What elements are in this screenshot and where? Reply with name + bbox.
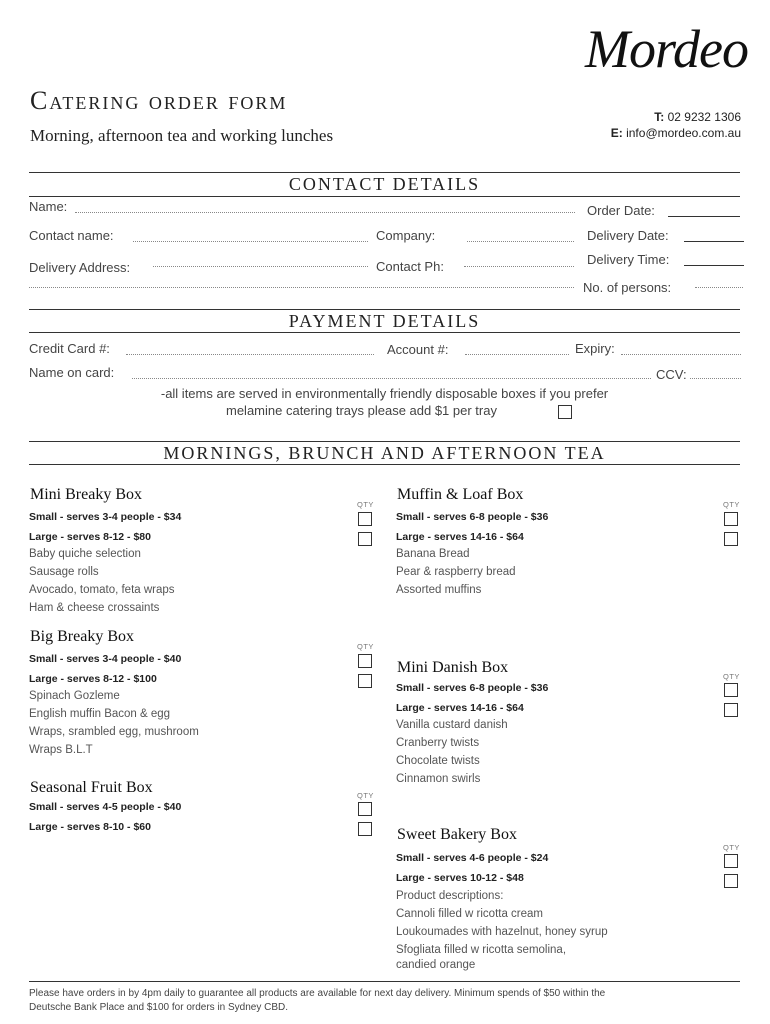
list-item: Banana Bread	[396, 548, 470, 560]
list-item: Pear & raspberry bread	[396, 566, 516, 578]
list-item: Product descriptions:	[396, 890, 504, 902]
brand-logo: Mordeo	[585, 19, 748, 79]
phone-line	[654, 110, 741, 124]
qty-label: QTY	[723, 672, 740, 681]
page-title: Catering order form	[30, 86, 288, 115]
list-item: Chocolate twists	[396, 755, 480, 767]
divider	[29, 441, 740, 442]
footer-line1: Please have orders in by 4pm daily to guarantee all products are available for next day delivery. Minimum spends of $50 within the	[29, 988, 606, 999]
mini-danish-large-qty[interactable]	[724, 703, 738, 717]
big-breaky-large-qty[interactable]	[358, 674, 372, 688]
qty-label: QTY	[357, 500, 374, 509]
persons-field[interactable]	[695, 287, 743, 288]
delivery-date-label: Delivery Date:	[587, 228, 669, 243]
contact-section-title: CONTACT DETAILS	[288, 174, 481, 194]
account-field[interactable]	[465, 354, 569, 355]
delivery-time-field[interactable]	[684, 265, 744, 266]
mini-breaky-small: Small - serves 3-4 people - $34	[29, 511, 182, 523]
muffin-loaf-large-qty[interactable]	[724, 532, 738, 546]
delivery-address-field[interactable]	[153, 266, 368, 267]
mini-breaky-title: Mini Breaky Box	[30, 486, 142, 503]
mini-breaky-small-qty[interactable]	[358, 512, 372, 526]
delivery-address-field-2[interactable]	[29, 287, 574, 288]
list-item: candied orange	[396, 959, 476, 971]
list-item: Sfogliata filled w ricotta semolina,	[396, 944, 567, 956]
footer-line2: Deutsche Bank Place and $100 for orders in Sydney CBD.	[29, 1002, 289, 1013]
email-label: E:	[610, 126, 623, 140]
mini-breaky-large: Large - serves 8-12 - $80	[29, 531, 151, 543]
big-breaky-small-qty[interactable]	[358, 654, 372, 668]
divider	[29, 981, 740, 982]
contact-name-field[interactable]	[133, 241, 368, 242]
page-subtitle: Morning, afternoon tea and working lunches	[30, 126, 334, 145]
payment-section-title: PAYMENT DETAILS	[288, 311, 481, 331]
muffin-loaf-title: Muffin & Loaf Box	[397, 486, 524, 503]
list-item: Avocado, tomato, feta wraps	[29, 584, 175, 596]
email-address: info@mordeo.com.au	[626, 126, 741, 140]
order-date-label: Order Date:	[587, 203, 655, 218]
list-item: Baby quiche selection	[29, 548, 141, 560]
name-label: Name:	[29, 199, 68, 214]
ccv-label: CCV:	[656, 367, 687, 382]
tray-checkbox[interactable]	[558, 405, 572, 419]
delivery-date-field[interactable]	[684, 241, 744, 242]
persons-label: No. of persons:	[583, 280, 672, 295]
list-item: English muffin Bacon & egg	[29, 708, 171, 720]
email-line	[611, 126, 741, 140]
big-breaky-large: Large - serves 8-12 - $100	[29, 673, 157, 685]
mini-breaky-large-qty[interactable]	[358, 532, 372, 546]
list-item: Vanilla custard danish	[396, 719, 508, 731]
delivery-time-label: Delivery Time:	[587, 252, 670, 267]
delivery-address-label: Delivery Address:	[29, 260, 131, 275]
card-label: Credit Card #:	[29, 341, 110, 356]
order-date-field[interactable]	[668, 216, 740, 217]
big-breaky-small: Small - serves 3-4 people - $40	[29, 653, 182, 665]
divider	[29, 332, 740, 333]
name-on-card-label: Name on card:	[29, 365, 115, 380]
list-item: Wraps B.L.T	[29, 744, 93, 756]
ccv-field[interactable]	[690, 378, 741, 379]
phone-number: 02 9232 1306	[667, 110, 741, 124]
tray-note-line1: -all items are served in environmentally friendly disposable boxes if you prefer	[160, 386, 609, 401]
company-label: Company:	[376, 228, 436, 243]
list-item: Cinnamon swirls	[396, 773, 481, 785]
seasonal-fruit-large: Large - serves 8-10 - $60	[29, 821, 151, 833]
list-item: Spinach Gozleme	[29, 690, 120, 702]
name-field[interactable]	[75, 212, 575, 213]
mini-danish-small: Small - serves 6-8 people - $36	[396, 682, 549, 694]
name-on-card-field[interactable]	[132, 378, 651, 379]
divider	[29, 309, 740, 310]
muffin-loaf-small: Small - serves 6-8 people - $36	[396, 511, 549, 523]
sweet-bakery-small: Small - serves 4-6 people - $24	[396, 852, 549, 864]
list-item: Cranberry twists	[396, 737, 480, 749]
sweet-bakery-title: Sweet Bakery Box	[397, 826, 517, 843]
list-item: Assorted muffins	[396, 584, 482, 596]
qty-label: QTY	[357, 642, 374, 651]
list-item: Wraps, srambled egg, mushroom	[29, 726, 199, 738]
list-item: Sausage rolls	[29, 566, 99, 578]
divider	[29, 172, 740, 173]
account-label: Account #:	[387, 342, 449, 357]
mini-danish-large: Large - serves 14-16 - $64	[396, 702, 524, 714]
big-breaky-title: Big Breaky Box	[30, 628, 134, 645]
card-field[interactable]	[126, 354, 374, 355]
qty-label: QTY	[723, 843, 740, 852]
muffin-loaf-large: Large - serves 14-16 - $64	[396, 531, 524, 543]
seasonal-fruit-title: Seasonal Fruit Box	[30, 779, 153, 796]
list-item: Cannoli filled w ricotta cream	[396, 908, 544, 920]
menu-section-title: MORNINGS, BRUNCH AND AFTERNOON TEA	[163, 443, 606, 463]
seasonal-fruit-small-qty[interactable]	[358, 802, 372, 816]
divider	[29, 464, 740, 465]
qty-label: QTY	[357, 791, 374, 800]
qty-label: QTY	[723, 500, 740, 509]
mini-danish-title: Mini Danish Box	[397, 659, 509, 676]
seasonal-fruit-large-qty[interactable]	[358, 822, 372, 836]
list-item: Ham & cheese crossaints	[29, 602, 160, 614]
sweet-bakery-large-qty[interactable]	[724, 874, 738, 888]
sweet-bakery-small-qty[interactable]	[724, 854, 738, 868]
phone-label: T:	[654, 110, 665, 124]
mini-danish-small-qty[interactable]	[724, 683, 738, 697]
expiry-label: Expiry:	[575, 341, 615, 356]
expiry-field[interactable]	[621, 354, 741, 355]
divider	[29, 196, 740, 197]
contact-ph-field[interactable]	[464, 266, 574, 267]
contact-name-label: Contact name:	[29, 228, 114, 243]
tray-note-line2: melamine catering trays please add $1 per tray	[226, 403, 497, 418]
company-field[interactable]	[467, 241, 574, 242]
list-item: Loukoumades with hazelnut, honey syrup	[396, 926, 608, 938]
contact-ph-label: Contact Ph:	[376, 259, 444, 274]
muffin-loaf-small-qty[interactable]	[724, 512, 738, 526]
sweet-bakery-large: Large - serves 10-12 - $48	[396, 872, 524, 884]
seasonal-fruit-small: Small - serves 4-5 people - $40	[29, 801, 182, 813]
